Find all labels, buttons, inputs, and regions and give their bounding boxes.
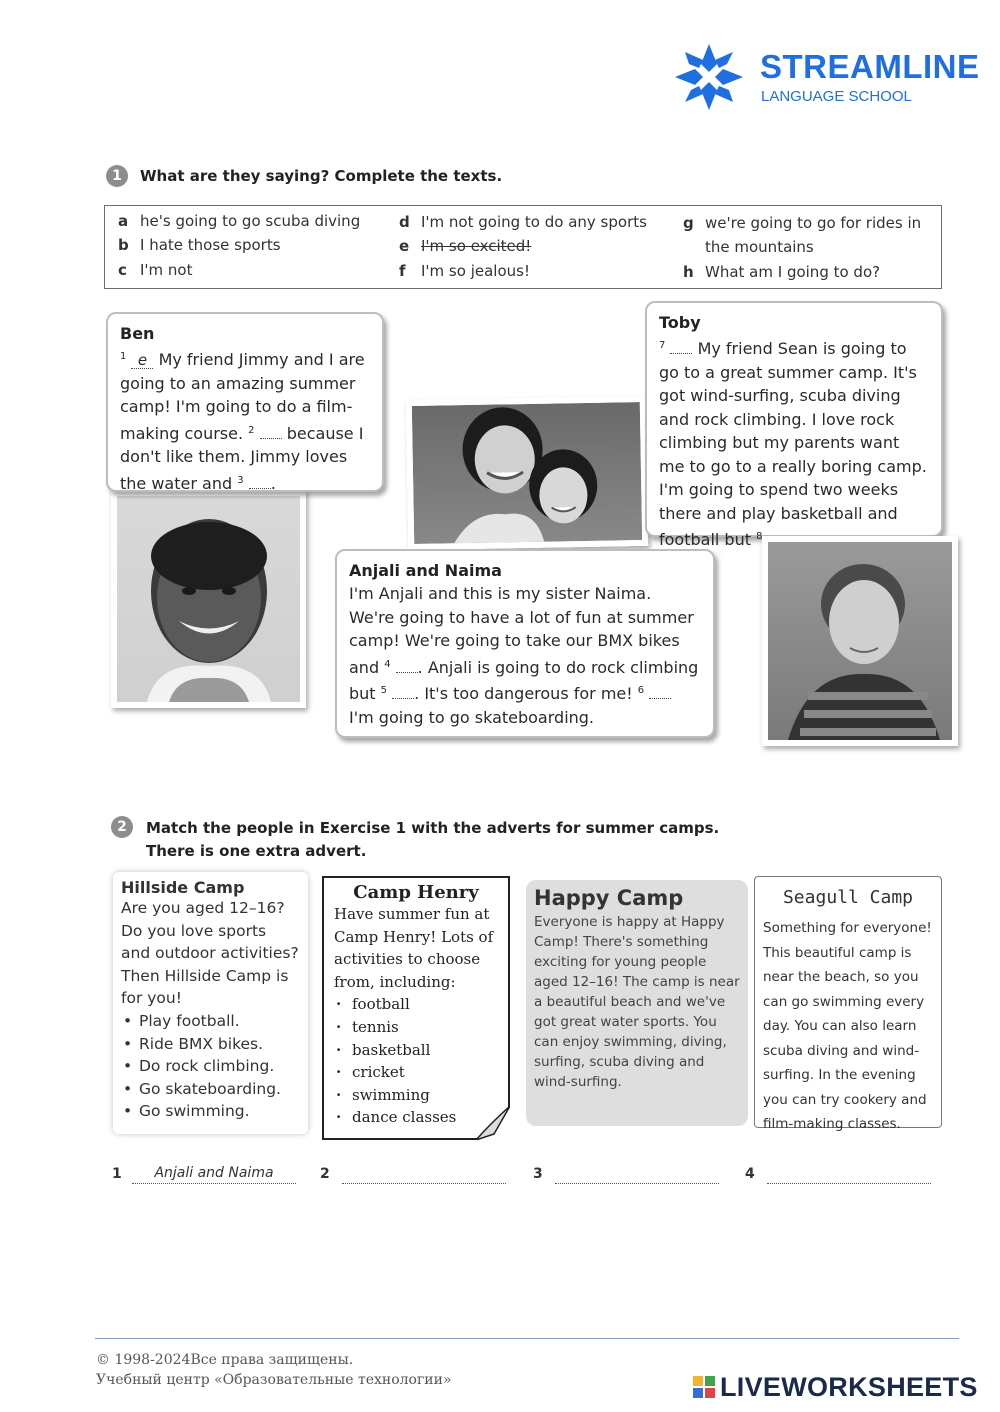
ben-text: $^1$ e My friend Jimmy and I are going to an amazing summer camp! I'm going to do a film-making course. $^2$ because I don't like them. Jimmy loves the water and $^3$ . bbox=[120, 350, 365, 493]
list-item: · swimming bbox=[334, 1084, 498, 1107]
exercise-2-title-line2: There is one extra advert. bbox=[146, 842, 367, 860]
answer-blank-5[interactable] bbox=[392, 698, 414, 699]
camp-henry-title: Camp Henry bbox=[353, 882, 479, 903]
streamline-logo-icon bbox=[673, 42, 745, 112]
answer-blank-4[interactable] bbox=[396, 672, 418, 673]
anjali-naima-speech-card bbox=[335, 549, 715, 738]
hillside-intro: Are you aged 12–16? Do you love sports and outdoor activities? Then Hillside Camp is for you! bbox=[121, 899, 299, 1008]
logo-title: STREAMLINE bbox=[760, 48, 980, 85]
list-item: • Do rock climbing. bbox=[121, 1055, 300, 1078]
list-item: · basketball bbox=[334, 1039, 498, 1062]
option-g: g we're going to go for rides in bbox=[683, 214, 922, 232]
exercise-1-title: What are they saying? Complete the texts. bbox=[140, 167, 503, 185]
answer-blank-6[interactable] bbox=[649, 698, 671, 699]
list-item: · football bbox=[334, 993, 498, 1016]
liveworksheets-logo-icon bbox=[693, 1376, 715, 1398]
happy-camp-title: Happy Camp bbox=[534, 886, 684, 910]
anjali-naima-text: I'm Anjali and this is my sister Naima. We're going to have a lot of fun at summer camp! We're going to take our BMX bikes and $^4$ . Anjali is going to do rock climbing but $^5$ . It's too dangerous for me! $^6$ I'm going to go skateboarding. bbox=[349, 584, 699, 727]
option-f: f I'm so jealous! bbox=[399, 262, 530, 280]
exercise-2-title-line1: Match the people in Exercise 1 with the adverts for summer camps. bbox=[146, 819, 720, 837]
liveworksheets-brand: LIVEWORKSHEETS bbox=[720, 1372, 978, 1402]
page-curl-icon bbox=[476, 1106, 510, 1140]
advert-camp-henry bbox=[322, 876, 510, 1140]
list-item: · dance classes bbox=[334, 1106, 498, 1129]
toby-speech-card bbox=[645, 301, 943, 549]
answer-blank-7[interactable] bbox=[670, 353, 692, 354]
happy-camp-text: Everyone is happy at Happy Camp! There's something exciting for young people aged 12–16! The camp is near a beautiful beach and we've got great water sports. You can enjoy swimming, diving, surfing, scuba diving and wind-surfing. bbox=[534, 914, 740, 1090]
answer-number-3: 3 bbox=[533, 1166, 543, 1182]
logo-subtitle: LANGUAGE SCHOOL bbox=[761, 88, 912, 105]
option-c: c I'm not bbox=[118, 261, 193, 279]
exercise-1-number: 1 bbox=[106, 165, 128, 187]
hillside-list bbox=[121, 1010, 300, 1123]
list-item: · tennis bbox=[334, 1016, 498, 1039]
seagull-camp-text: Something for everyone! This beautiful camp is near the beach, so you can go swimming every day. You can also learn scuba diving and wind-surfing. In the evening you can try cookery and film-making classes. bbox=[763, 920, 932, 1132]
option-a: a he's going to go scuba diving bbox=[118, 212, 361, 230]
ben-name: Ben bbox=[120, 324, 155, 343]
girls-photo bbox=[406, 396, 649, 550]
answer-number-1: 1 bbox=[112, 1166, 122, 1182]
toby-photo bbox=[762, 536, 958, 746]
seagull-camp-title: Seagull Camp bbox=[782, 887, 914, 908]
ben-speech-card bbox=[106, 312, 384, 492]
camp-henry-intro: Have summer fun at Camp Henry! Lots of activities to choose from, including: bbox=[334, 905, 494, 991]
answer-input-2[interactable] bbox=[342, 1165, 506, 1184]
footer-organization: Учебный центр «Образовательные технологии» bbox=[96, 1372, 452, 1388]
list-item: · cricket bbox=[334, 1061, 498, 1084]
list-item: • Go swimming. bbox=[121, 1100, 300, 1123]
option-e: e I'm so excited! bbox=[399, 237, 532, 255]
anjali-naima-name: Anjali and Naima bbox=[349, 561, 502, 580]
advert-happy-camp bbox=[526, 880, 748, 1126]
footer-copyright: © 1998-2024Все права защищены. bbox=[96, 1352, 354, 1368]
exercise-2-number: 2 bbox=[111, 816, 133, 838]
toby-text: $^7$ My friend Sean is going to go to a great summer camp. It's got wind-surfing, scuba diving and rock climbing. I love rock climbing but my parents want me to go to a really boring camp. I'm going to spend two weeks there and play basketball and football but $^8$ bbox=[659, 339, 927, 549]
answer-blank-1[interactable]: e bbox=[131, 353, 153, 369]
answer-input-3[interactable] bbox=[555, 1165, 719, 1184]
option-d: d I'm not going to do any sports bbox=[399, 213, 647, 231]
advert-seagull-camp bbox=[754, 876, 942, 1132]
list-item: • Go skateboarding. bbox=[121, 1078, 300, 1101]
answer-number-4: 4 bbox=[745, 1166, 755, 1182]
hillside-title: Hillside Camp bbox=[121, 878, 245, 897]
option-h: h What am I going to do? bbox=[683, 263, 881, 281]
toby-name: Toby bbox=[659, 313, 701, 332]
ben-photo bbox=[111, 490, 306, 708]
list-item: • Play football. bbox=[121, 1010, 300, 1033]
answer-input-4[interactable] bbox=[767, 1165, 931, 1184]
option-g-continued: the mountains bbox=[705, 238, 814, 256]
footer-divider bbox=[95, 1338, 959, 1339]
answer-blank-3[interactable] bbox=[249, 488, 271, 489]
answer-number-2: 2 bbox=[320, 1166, 330, 1182]
list-item: • Ride BMX bikes. bbox=[121, 1033, 300, 1056]
advert-hillside-camp bbox=[113, 872, 308, 1134]
answer-blank-2[interactable] bbox=[260, 438, 282, 439]
camp-henry-list bbox=[334, 993, 498, 1129]
answer-input-1[interactable]: Anjali and Naima bbox=[132, 1165, 296, 1184]
option-b: b I hate those sports bbox=[118, 236, 281, 254]
